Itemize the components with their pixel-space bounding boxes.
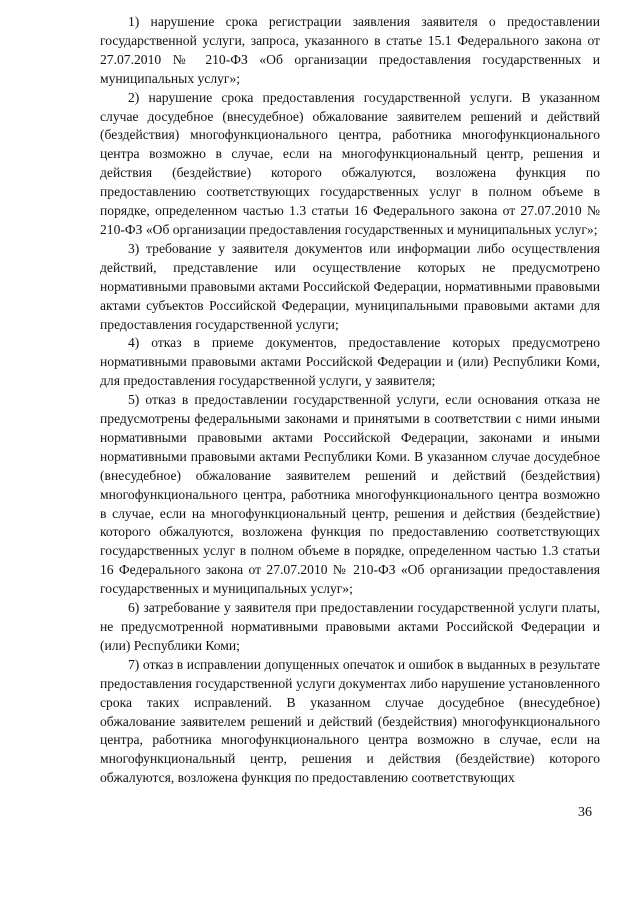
page-number: 36 bbox=[578, 805, 592, 820]
paragraph-item-6: 6) затребование у заявителя при предоставлении государственной услуги платы, не предусмотренной нормативными правовыми актами Российской Федерации и (или) Республики Коми; bbox=[100, 600, 600, 653]
document-body bbox=[100, 13, 600, 788]
paragraph-item-3: 3) требование у заявителя документов или информации либо осуществления действий, представление или осуществление которых не предусмотрено нормативными правовыми актами Российской Федерации, нормативными правовыми актами субъектов Российской Федерации, муниципальными правовыми актами для предоставления государственной услуги; bbox=[100, 240, 600, 332]
paragraph-item-5: 5) отказ в предоставлении государственной услуги, если основания отказа не предусмотрены федеральными законами и принятыми в соответствии с ними иными нормативными правовыми актами Российской Федерации, законами и иными нормативными правовыми актами Республики Коми. В указанном случае досудебное (внесудебное) обжалование заявителем решений и действий (бездействия) многофункционального центра, работника многофункционального центра возможно в случае, если на многофункциональный центр, решения и действия (бездействие) которого обжалуются, возложена функция по предоставлению соответствующих государственных услуг в полном объеме в порядке, определенном частью 1.3 статьи 16 Федерального закона от 27.07.2010 № 210-ФЗ «Об организации предоставления государственных и муниципальных услуг»; bbox=[100, 392, 600, 597]
paragraph-item-1: 1) нарушение срока регистрации заявления заявителя о предоставлении государственной услуги, запроса, указанного в статье 15.1 Федерального закона от 27.07.2010 № 210-ФЗ «Об организации предоставления государственных и муниципальных услуг»; bbox=[100, 14, 600, 86]
paragraph-item-7: 7) отказ в исправлении допущенных опечаток и ошибок в выданных в результате предоставления государственной услуги документах либо нарушение установленного срока таких исправлений. В указанном случае досудебное (внесудебное) обжалование заявителем решений и действий (бездействия) многофункционального центра, работника многофункционального центра возможно в случае, если на многофункциональный центр, решения и действия (бездействие) которого обжалуются, возложена функция по предоставлению соответствующих bbox=[100, 656, 600, 786]
paragraph-item-4: 4) отказ в приеме документов, предоставление которых предусмотрено нормативными правовыми актами Российской Федерации и (или) Республики Коми, для предоставления государственной услуги, у заявителя; bbox=[100, 335, 600, 389]
paragraph-item-2: 2) нарушение срока предоставления государственной услуги. В указанном случае досудебное (внесудебное) обжалование заявителем решений и действий (бездействия) многофункционального центра, работника многофункционального центра возможно в случае, если на многофункциональный центр, решения и действия (бездействие) которого обжалуются, возложена функция по предоставлению соответствующих государственных услуг в полном объеме в порядке, определенном частью 1.3 статьи 16 Федерального закона от 27.07.2010 № 210-ФЗ «Об организации предоставления государственных и муниципальных услуг»; bbox=[100, 89, 600, 237]
